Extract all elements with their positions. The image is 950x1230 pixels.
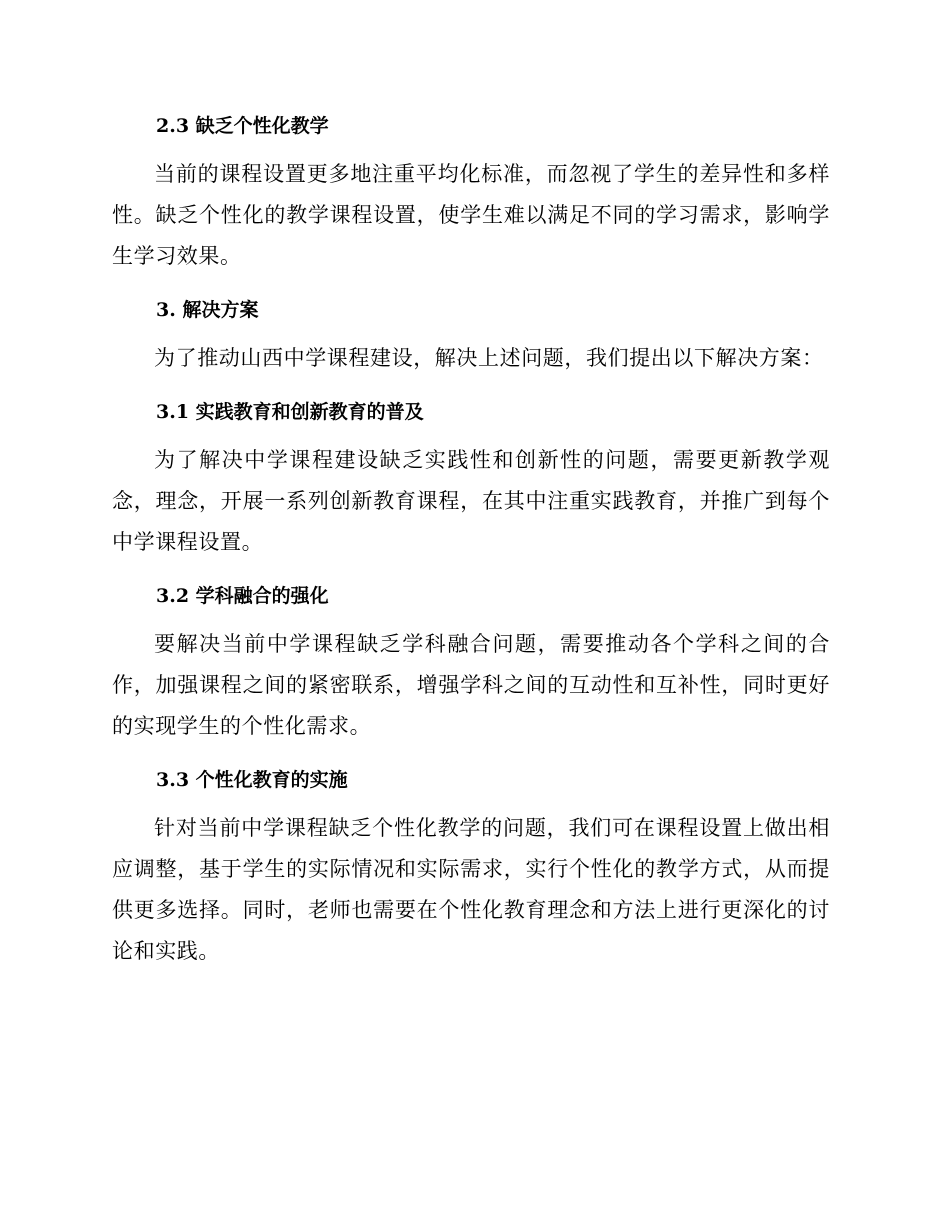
section-paragraph: 要解决当前中学课程缺乏学科融合问题，需要推动各个学科之间的合作，加强课程之间的紧密联系，增强学科之间的互动性和互补性，同时更好的实现学生的个性化需求。 — [112, 632, 830, 738]
section-paragraph: 针对当前中学课程缺乏个性化教学的问题，我们可在课程设置上做出相应调整，基于学生的实际情况和实际需求，实行个性化的教学方式，从而提供更多选择。同时，老师也需要在个性化教育理念和方法上进行更深化的讨论和实践。 — [112, 816, 830, 963]
section-paragraph: 当前的课程设置更多地注重平均化标准，而忽视了学生的差异性和多样性。缺乏个性化的教学课程设置，使学生难以满足不同的学习需求，影响学生学习效果。 — [112, 162, 830, 268]
section-heading-3-3: 3.3 个性化教育的实施 — [156, 769, 348, 791]
section-heading-2-3: 2.3 缺乏个性化教学 — [156, 115, 329, 137]
section-heading-3-2: 3.2 学科融合的强化 — [156, 585, 329, 607]
section-paragraph: 为了解决中学课程建设缺乏实践性和创新性的问题，需要更新教学观念，理念，开展一系列创新教育课程，在其中注重实践教育，并推广到每个中学课程设置。 — [112, 448, 830, 554]
document-body — [112, 104, 830, 983]
section-paragraph: 为了推动山西中学课程建设，解决上述问题，我们提出以下解决方案： — [154, 346, 824, 370]
section-heading-3: 3. 解决方案 — [156, 299, 259, 321]
section-heading-3-1: 3.1 实践教育和创新教育的普及 — [156, 401, 424, 423]
